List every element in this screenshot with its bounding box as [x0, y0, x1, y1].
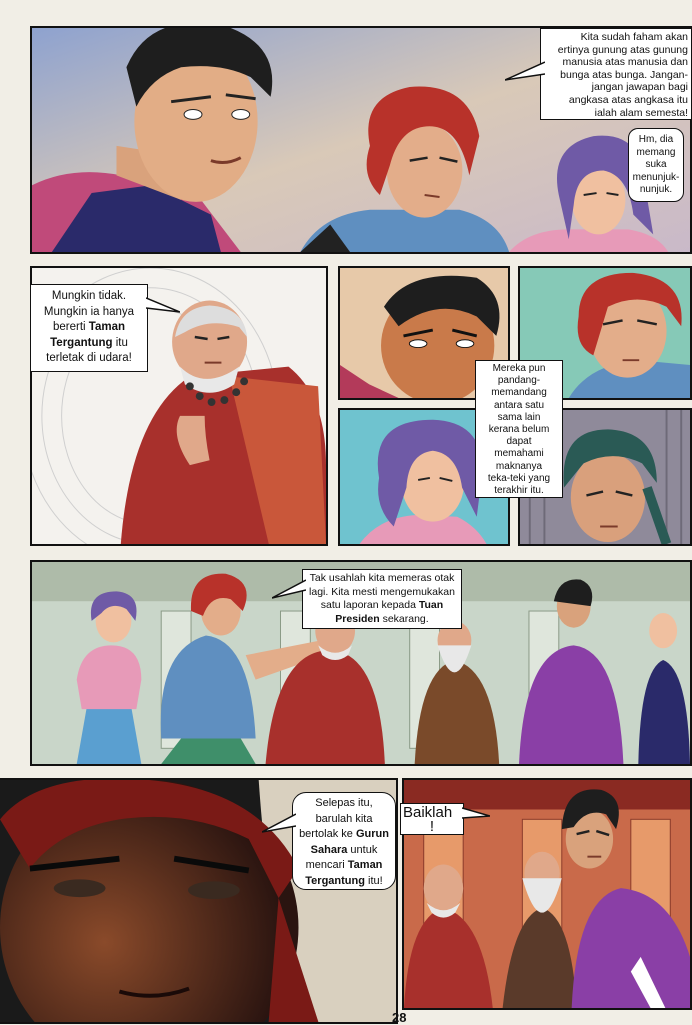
speech-line: [295, 858, 393, 874]
speech-line: Hm, dia: [638, 134, 674, 145]
speech-bubble-monk: [30, 284, 148, 372]
speech-line: ialah alam semesta!: [594, 106, 688, 119]
place-name: Tergantung: [305, 874, 365, 887]
place-name: Taman: [347, 859, 383, 871]
speech-tail-8: [262, 812, 296, 834]
speech-line: Tak usahlah kita memeras otak: [309, 572, 455, 584]
speech-text: satu laporan kepada: [320, 599, 419, 611]
narration-line: antara satu: [493, 399, 545, 411]
speech-text: itu: [112, 336, 128, 349]
speech-line: [295, 843, 393, 859]
narration-line: memandang: [491, 387, 547, 399]
speech-line: ertinya gunung atas gunung: [557, 43, 688, 56]
speech-text: itu!: [364, 874, 383, 887]
speech-line: Kita sudah faham akan: [580, 31, 688, 43]
speech-line: nunjuk.: [639, 184, 673, 195]
speech-line: Selepas itu,: [315, 797, 373, 809]
speech-line: [33, 320, 145, 336]
speech-line: Mungkin ia hanya: [43, 305, 135, 318]
narration-line: kerana belum: [488, 424, 550, 436]
speech-line: Baiklah: [403, 804, 453, 821]
speech-text: bererti: [52, 321, 89, 333]
speech-line: menunjuk-: [632, 171, 680, 183]
speech-line: suka: [645, 159, 667, 170]
speech-bubble-hero-question: [540, 28, 692, 120]
place-name: Taman: [88, 321, 125, 333]
speech-line: [33, 336, 145, 352]
title-name: Tuan: [418, 599, 444, 611]
speech-line: manusia atas manusia dan: [562, 56, 688, 69]
speech-bubble-heroine-remark: [628, 128, 684, 202]
speech-line: angkasa atas angkasa itu: [568, 93, 688, 106]
speech-line: [295, 827, 393, 843]
speech-line: memang: [636, 146, 676, 158]
place-name: Gurun: [355, 828, 389, 840]
place-name: Sahara: [310, 843, 348, 856]
speech-tail-7: [272, 578, 306, 600]
speech-bubble-agree: [400, 803, 464, 835]
speech-line: terletak di udara!: [46, 352, 132, 364]
speech-tail-1: [505, 60, 545, 82]
speech-line: [305, 613, 459, 627]
narration-line: memahami: [494, 448, 544, 460]
narration-line: dapat: [506, 436, 532, 448]
speech-line: Mungkin tidak.: [51, 290, 127, 302]
narration-line: maknanya: [495, 460, 543, 472]
narration-line: terakhir itu.: [494, 485, 544, 497]
speech-line: jangan jawapan bagi: [591, 81, 688, 94]
place-name: Tergantung: [50, 336, 113, 349]
speech-bubble-redhair-plan: [292, 792, 396, 890]
speech-line: bunga atas bunga. Jangan-: [560, 68, 688, 81]
speech-text: sekarang.: [379, 612, 429, 625]
speech-line: lagi. Kita mesti mengemukakan: [309, 585, 455, 598]
speech-line: [305, 599, 459, 613]
speech-line: [295, 874, 393, 890]
title-name: Presiden: [335, 612, 380, 625]
narration-line: Mereka pun: [492, 363, 546, 374]
narration-line: pandang-: [497, 375, 541, 387]
speech-text: mencari: [305, 859, 348, 871]
narration-line: teka-teki yang: [487, 472, 551, 484]
speech-tail-9: [462, 806, 490, 822]
speech-line: barulah kita: [315, 812, 373, 825]
page-number: 28: [392, 1010, 407, 1025]
speech-tail-2: [146, 296, 180, 316]
speech-bubble-redhair-report: [302, 569, 462, 629]
speech-text: bertolak ke: [299, 828, 356, 840]
speech-text: untuk: [347, 843, 378, 856]
narration-line: sama lain: [497, 411, 541, 423]
speech-line: !: [429, 818, 435, 835]
narration-caption: [475, 360, 563, 498]
